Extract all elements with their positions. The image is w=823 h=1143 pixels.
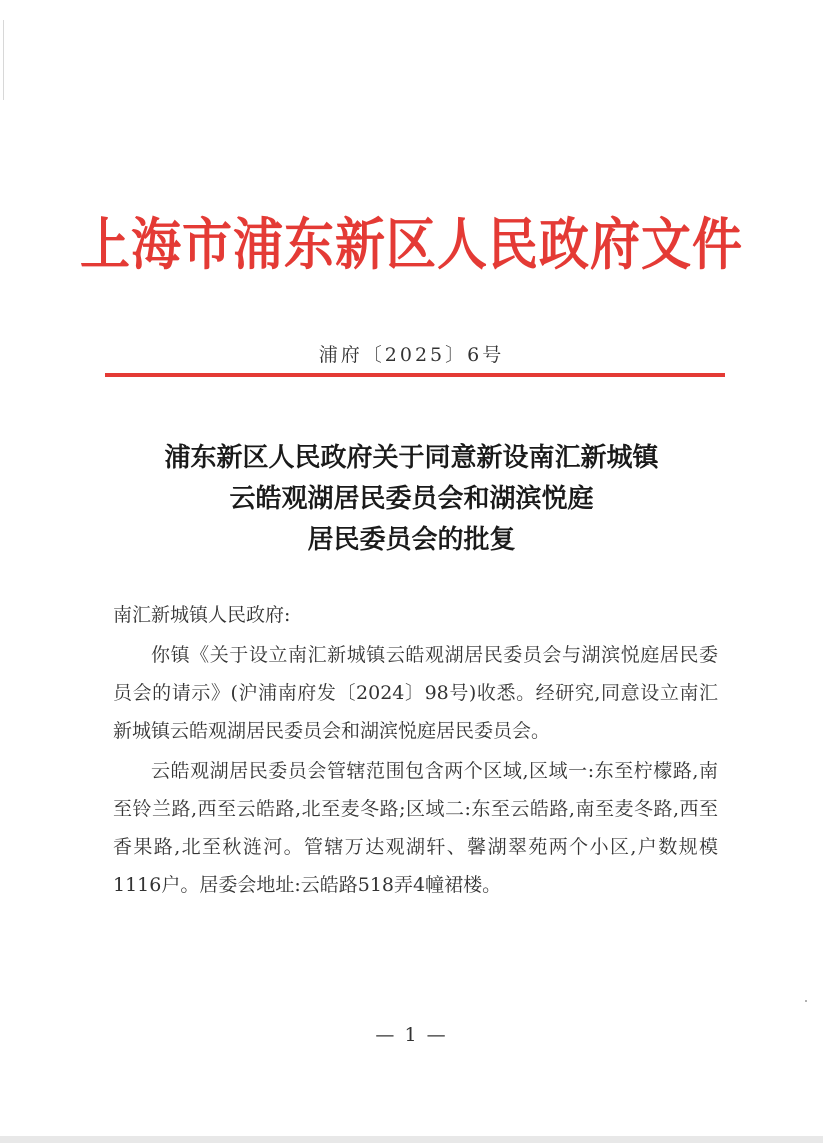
body-paragraph: 你镇《关于设立南汇新城镇云皓观湖居民委员会与湖滨悦庭居民委员会的请示》(沪浦南府发〔2024〕98号)收悉。经研究,同意设立南汇新城镇云皓观湖居民委员会和湖滨悦庭居民委员会。 <box>113 644 718 742</box>
document-subject <box>0 438 823 561</box>
scan-edge-mark <box>3 20 4 100</box>
header-red-rule <box>105 373 725 377</box>
salutation: 南汇新城镇人民政府: <box>113 604 291 626</box>
document-body <box>113 596 718 904</box>
page-number: — 1 — <box>375 1024 448 1046</box>
scan-bottom-edge <box>0 1136 823 1143</box>
subject-line: 云皓观湖居民委员会和湖滨悦庭 <box>229 484 594 514</box>
subject-line: 居民委员会的批复 <box>307 525 516 555</box>
body-paragraph: 云皓观湖居民委员会管辖范围包含两个区域,区域一:东至柠檬路,南至铃兰路,西至云皓路,北至麦冬路;区域二:东至云皓路,南至麦冬路,西至香果路,北至秋涟河。管辖万达观湖轩、馨湖翠苑两个小区,户数规模1116户。居委会地址:云皓路518弄4幢裙楼。 <box>113 760 718 896</box>
scan-speck <box>805 1000 807 1002</box>
document-header-title: 上海市浦东新区人民政府文件 <box>80 211 743 278</box>
document-number: 浦府〔2025〕6号 <box>318 344 505 366</box>
subject-line: 浦东新区人民政府关于同意新设南汇新城镇 <box>164 443 659 473</box>
